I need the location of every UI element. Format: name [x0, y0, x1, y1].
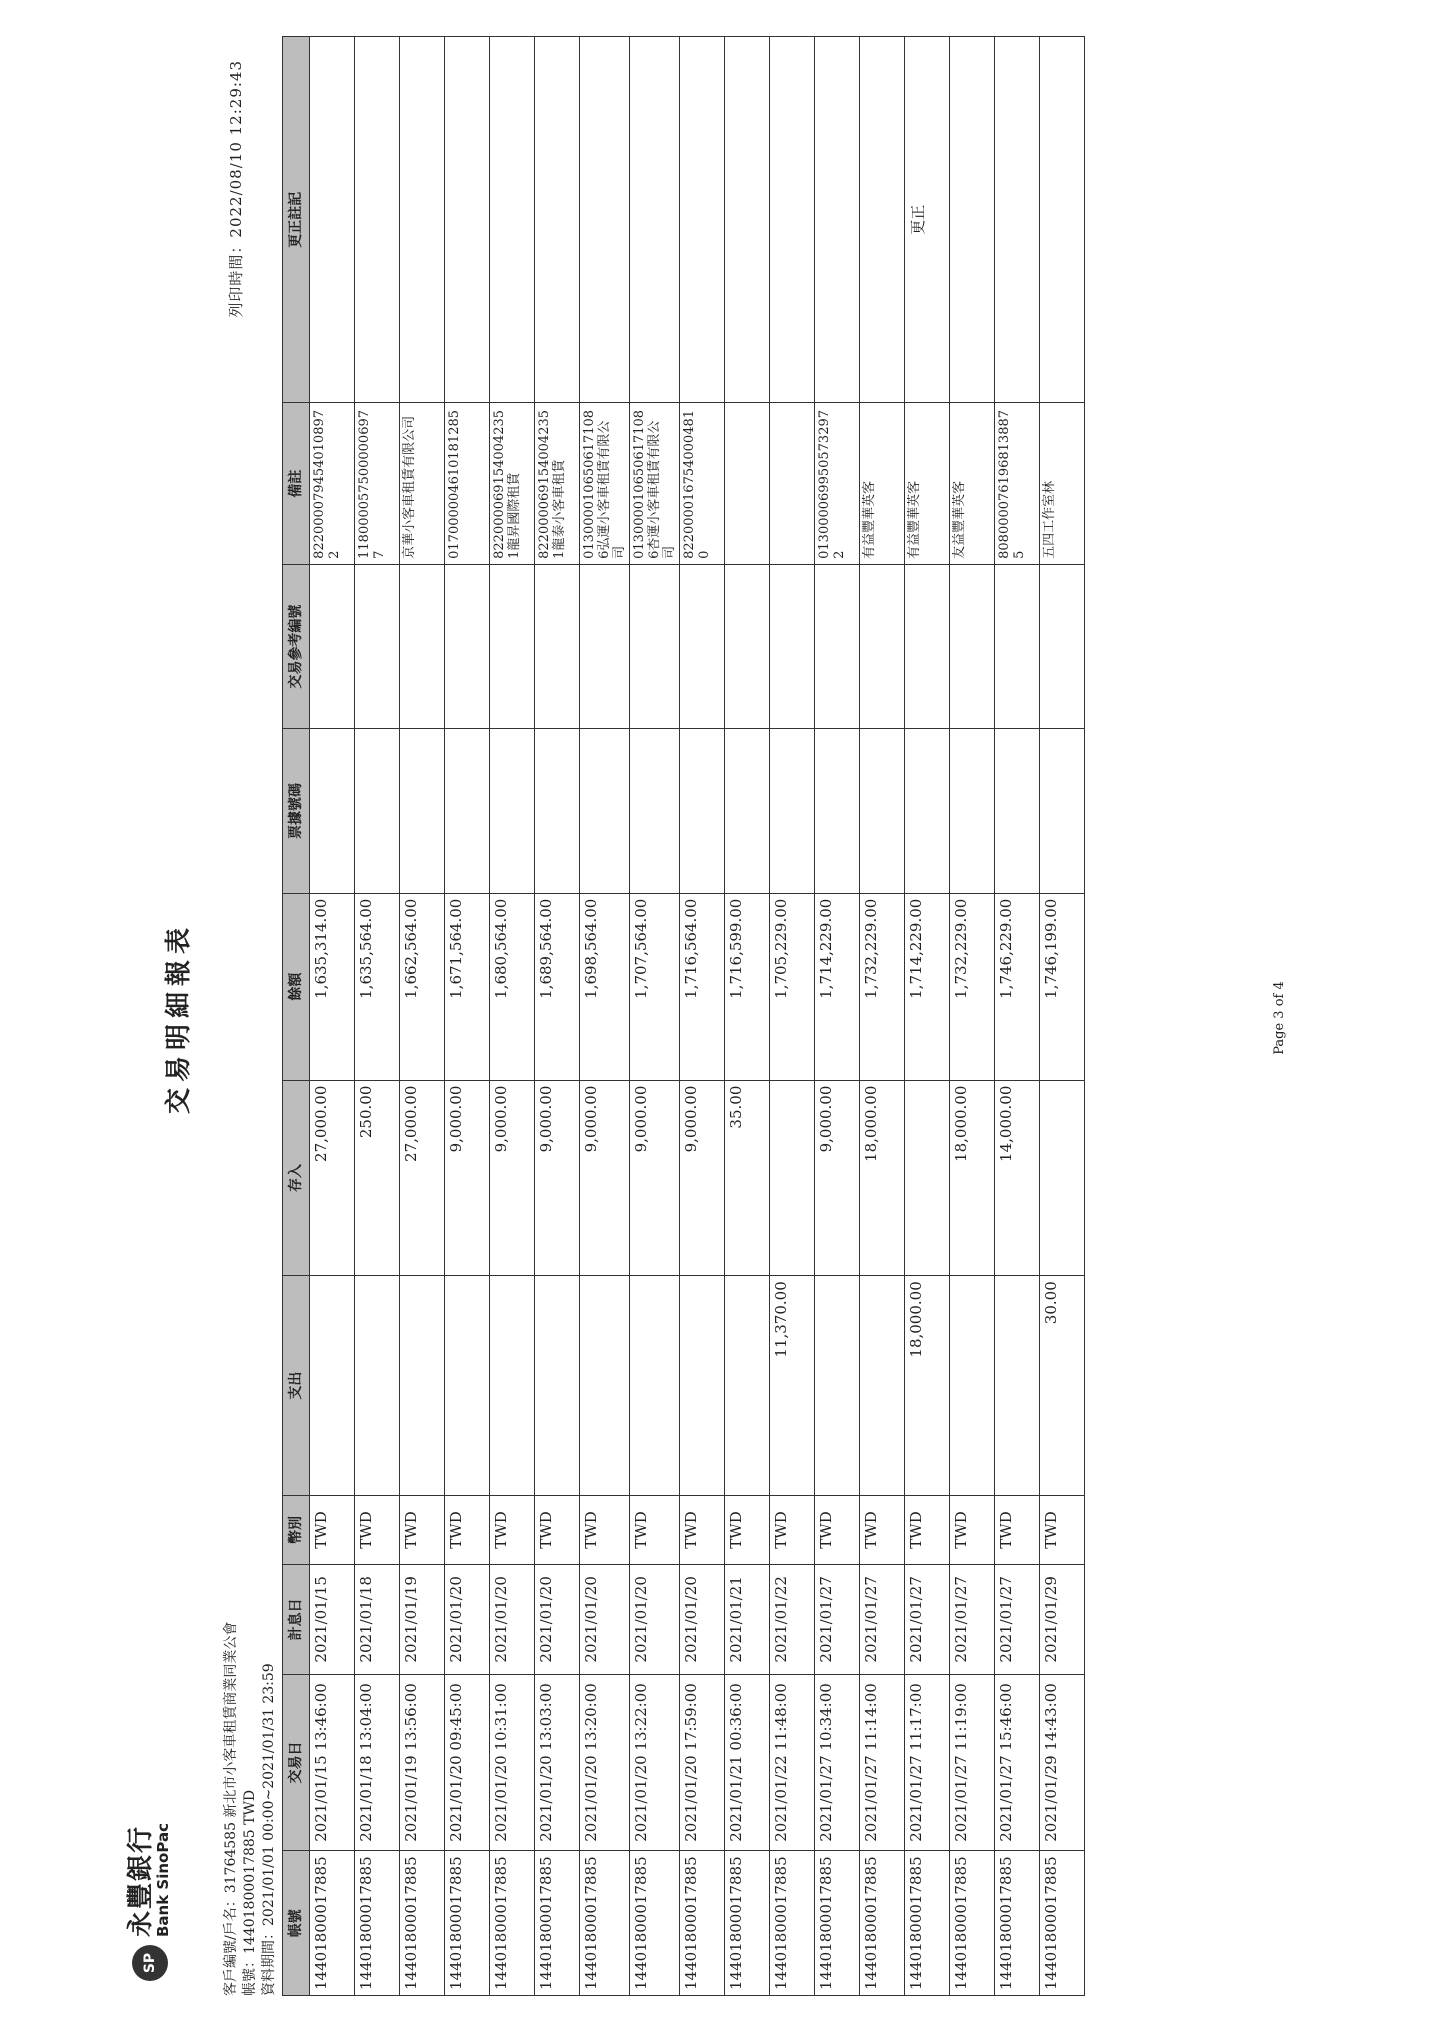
cell-currency: TWD	[950, 1495, 995, 1564]
cell-currency: TWD	[770, 1495, 815, 1564]
cell-ref	[770, 564, 815, 728]
cell-credit: 18,000.00	[860, 1080, 905, 1276]
cell-ref	[535, 564, 580, 728]
cell-account: 14401800017885	[770, 1851, 815, 1996]
cell-account: 14401800017885	[310, 1851, 355, 1996]
cell-debit	[725, 1276, 770, 1496]
table-row	[680, 37, 725, 1996]
cell-value-date: 2021/01/27	[905, 1565, 950, 1675]
table-row	[355, 37, 400, 1996]
col-header-account: 帳號	[283, 1851, 310, 1996]
cell-currency: TWD	[995, 1495, 1040, 1564]
cell-cheque	[445, 729, 490, 893]
cell-debit	[630, 1276, 680, 1496]
cell-cheque	[355, 729, 400, 893]
table-row	[770, 37, 815, 1996]
table-header-row	[283, 37, 310, 1996]
cell-ref	[860, 564, 905, 728]
cell-correction	[490, 37, 535, 403]
cell-cheque	[995, 729, 1040, 893]
cell-cheque	[535, 729, 580, 893]
cell-date: 2021/01/20 13:03:00	[535, 1674, 580, 1851]
cell-debit	[445, 1276, 490, 1496]
cell-currency: TWD	[580, 1495, 630, 1564]
cell-value-date: 2021/01/27	[815, 1565, 860, 1675]
cell-correction	[995, 37, 1040, 403]
period-info: 資料期間：2021/01/01 00:00~2021/01/31 23:59	[261, 1663, 277, 1996]
cell-debit	[355, 1276, 400, 1496]
cell-correction	[355, 37, 400, 403]
cell-balance: 1,732,229.00	[860, 893, 905, 1080]
cell-debit	[860, 1276, 905, 1496]
cell-date: 2021/01/27 11:14:00	[860, 1674, 905, 1851]
cell-value-date: 2021/01/29	[1040, 1565, 1085, 1675]
col-header-currency: 幣別	[283, 1495, 310, 1564]
cell-value-date: 2021/01/21	[725, 1565, 770, 1675]
cell-ref	[445, 564, 490, 728]
cell-account: 14401800017885	[725, 1851, 770, 1996]
cell-credit	[1040, 1080, 1085, 1276]
cell-value-date: 2021/01/20	[445, 1565, 490, 1675]
cell-credit: 9,000.00	[445, 1080, 490, 1276]
cell-remark: 822000079454010897 2	[310, 403, 355, 565]
cell-credit	[770, 1080, 815, 1276]
cell-ref	[815, 564, 860, 728]
cell-account: 14401800017885	[400, 1851, 445, 1996]
table-row	[860, 37, 905, 1996]
cell-correction	[630, 37, 680, 403]
cell-remark: 京華小客車租賃有限公司	[400, 403, 445, 565]
cell-remark: 有益豐華英客	[905, 403, 950, 565]
col-header-date: 交易日	[283, 1674, 310, 1851]
transaction-table	[282, 36, 1085, 1996]
page-number: Page 3 of 4	[1272, 981, 1287, 1055]
cell-date: 2021/01/15 13:46:00	[310, 1674, 355, 1851]
cell-balance: 1,732,229.00	[950, 893, 995, 1080]
cell-cheque	[310, 729, 355, 893]
bank-logo-icon: SP	[132, 1945, 168, 1981]
cell-currency: TWD	[1040, 1495, 1085, 1564]
print-time: 列印時間：2022/08/10 12:29:43	[227, 60, 245, 318]
cell-remark	[725, 403, 770, 565]
cell-balance: 1,635,314.00	[310, 893, 355, 1080]
cell-correction	[400, 37, 445, 403]
cell-date: 2021/01/22 11:48:00	[770, 1674, 815, 1851]
cell-remark: 822000016754000481 0	[680, 403, 725, 565]
cell-balance: 1,662,564.00	[400, 893, 445, 1080]
col-header-debit: 支出	[283, 1276, 310, 1496]
table-row	[905, 37, 950, 1996]
cell-currency: TWD	[680, 1495, 725, 1564]
table-row	[535, 37, 580, 1996]
cell-value-date: 2021/01/20	[680, 1565, 725, 1675]
cell-currency: TWD	[905, 1495, 950, 1564]
cell-value-date: 2021/01/15	[310, 1565, 355, 1675]
cell-date: 2021/01/29 14:43:00	[1040, 1674, 1085, 1851]
cell-ref	[490, 564, 535, 728]
cell-date: 2021/01/20 17:59:00	[680, 1674, 725, 1851]
col-header-credit: 存入	[283, 1080, 310, 1276]
table-row	[1040, 37, 1085, 1996]
cell-credit: 9,000.00	[815, 1080, 860, 1276]
cell-credit: 9,000.00	[680, 1080, 725, 1276]
cell-date: 2021/01/20 13:22:00	[630, 1674, 680, 1851]
col-header-correction: 更正註記	[283, 37, 310, 403]
cell-ref	[400, 564, 445, 728]
cell-value-date: 2021/01/18	[355, 1565, 400, 1675]
cell-ref	[680, 564, 725, 728]
cell-account: 14401800017885	[445, 1851, 490, 1996]
cell-date: 2021/01/20 10:31:00	[490, 1674, 535, 1851]
cell-balance: 1,716,599.00	[725, 893, 770, 1080]
cell-debit	[535, 1276, 580, 1496]
cell-debit	[490, 1276, 535, 1496]
cell-credit: 9,000.00	[630, 1080, 680, 1276]
cell-remark: 五四工作室林	[1040, 403, 1085, 565]
cell-balance: 1,746,199.00	[1040, 893, 1085, 1080]
cell-value-date: 2021/01/27	[860, 1565, 905, 1675]
cell-ref	[950, 564, 995, 728]
cell-credit: 9,000.00	[535, 1080, 580, 1276]
cell-correction: 更正	[905, 37, 950, 403]
cell-account: 14401800017885	[815, 1851, 860, 1996]
cell-ref	[355, 564, 400, 728]
cell-account: 14401800017885	[630, 1851, 680, 1996]
cell-debit	[995, 1276, 1040, 1496]
cell-cheque	[950, 729, 995, 893]
col-header-value-date: 計息日	[283, 1565, 310, 1675]
col-header-cheque: 票據號碼	[283, 729, 310, 893]
cell-remark: 013000069950573297 2	[815, 403, 860, 565]
cell-account: 14401800017885	[535, 1851, 580, 1996]
cell-account: 14401800017885	[905, 1851, 950, 1996]
cell-account: 14401800017885	[1040, 1851, 1085, 1996]
cell-ref	[580, 564, 630, 728]
cell-date: 2021/01/27 11:17:00	[905, 1674, 950, 1851]
cell-currency: TWD	[725, 1495, 770, 1564]
cell-value-date: 2021/01/20	[490, 1565, 535, 1675]
cell-correction	[725, 37, 770, 403]
cell-balance: 1,716,564.00	[680, 893, 725, 1080]
cell-remark: 017000004610181285	[445, 403, 490, 565]
cell-date: 2021/01/18 13:04:00	[355, 1674, 400, 1851]
col-header-remark: 備註	[283, 403, 310, 565]
customer-info: 客戶編號/戶名：31764585 新北市小客車租賃商業同業公會	[223, 1621, 239, 1996]
cell-remark: 808000076196813887 5	[995, 403, 1040, 565]
bank-name-en: Bank SinoPac	[154, 1823, 172, 1937]
cell-currency: TWD	[630, 1495, 680, 1564]
cell-remark: 822000069154004235 1龍泰小客車租賃	[535, 403, 580, 565]
cell-credit: 27,000.00	[310, 1080, 355, 1276]
cell-value-date: 2021/01/22	[770, 1565, 815, 1675]
cell-value-date: 2021/01/27	[950, 1565, 995, 1675]
cell-currency: TWD	[860, 1495, 905, 1564]
account-info: 帳號：14401800017885 TWD	[242, 1789, 258, 1996]
cell-remark: 013000010650617108 6杏運小客車租賃有限公司	[630, 403, 680, 565]
cell-debit	[815, 1276, 860, 1496]
cell-credit: 250.00	[355, 1080, 400, 1276]
transaction-rows	[310, 37, 1085, 1996]
cell-correction	[535, 37, 580, 403]
cell-account: 14401800017885	[995, 1851, 1040, 1996]
cell-correction	[770, 37, 815, 403]
cell-correction	[1040, 37, 1085, 403]
cell-balance: 1,680,564.00	[490, 893, 535, 1080]
cell-remark	[770, 403, 815, 565]
cell-balance: 1,671,564.00	[445, 893, 490, 1080]
table-row	[995, 37, 1040, 1996]
cell-ref	[630, 564, 680, 728]
cell-ref	[995, 564, 1040, 728]
cell-debit	[950, 1276, 995, 1496]
cell-remark: 有益豐華英客	[860, 403, 905, 565]
cell-debit	[310, 1276, 355, 1496]
cell-date: 2021/01/20 13:20:00	[580, 1674, 630, 1851]
cell-correction	[815, 37, 860, 403]
cell-currency: TWD	[355, 1495, 400, 1564]
table-row	[580, 37, 630, 1996]
cell-credit	[905, 1080, 950, 1276]
cell-value-date: 2021/01/20	[535, 1565, 580, 1675]
cell-cheque	[770, 729, 815, 893]
cell-credit: 9,000.00	[580, 1080, 630, 1276]
col-header-ref: 交易參考編號	[283, 564, 310, 728]
cell-value-date: 2021/01/20	[580, 1565, 630, 1675]
cell-cheque	[860, 729, 905, 893]
cell-correction	[445, 37, 490, 403]
table-row	[445, 37, 490, 1996]
report-title: 交易明細報表	[164, 922, 194, 1115]
cell-currency: TWD	[400, 1495, 445, 1564]
cell-debit	[580, 1276, 630, 1496]
table-row	[950, 37, 995, 1996]
cell-value-date: 2021/01/27	[995, 1565, 1040, 1675]
cell-date: 2021/01/27 11:19:00	[950, 1674, 995, 1851]
table-row	[310, 37, 355, 1996]
cell-debit: 11,370.00	[770, 1276, 815, 1496]
cell-ref	[1040, 564, 1085, 728]
cell-credit: 14,000.00	[995, 1080, 1040, 1276]
cell-remark: 118000057500000697 7	[355, 403, 400, 565]
cell-account: 14401800017885	[860, 1851, 905, 1996]
cell-ref	[725, 564, 770, 728]
cell-remark: 013000010650617108 6弘運小客車租賃有限公司	[580, 403, 630, 565]
cell-debit: 18,000.00	[905, 1276, 950, 1496]
cell-ref	[310, 564, 355, 728]
cell-balance: 1,707,564.00	[630, 893, 680, 1080]
cell-debit	[680, 1276, 725, 1496]
table-row	[815, 37, 860, 1996]
cell-date: 2021/01/21 00:36:00	[725, 1674, 770, 1851]
cell-credit: 35.00	[725, 1080, 770, 1276]
cell-balance: 1,635,564.00	[355, 893, 400, 1080]
cell-correction	[860, 37, 905, 403]
cell-correction	[580, 37, 630, 403]
cell-account: 14401800017885	[680, 1851, 725, 1996]
cell-currency: TWD	[310, 1495, 355, 1564]
cell-cheque	[580, 729, 630, 893]
cell-cheque	[630, 729, 680, 893]
cell-correction	[680, 37, 725, 403]
cell-remark: 822000069154004235 1龍昇國際租賃	[490, 403, 535, 565]
table-row	[725, 37, 770, 1996]
cell-credit: 27,000.00	[400, 1080, 445, 1276]
cell-cheque	[490, 729, 535, 893]
cell-cheque	[1040, 729, 1085, 893]
cell-cheque	[815, 729, 860, 893]
cell-credit: 18,000.00	[950, 1080, 995, 1276]
cell-balance: 1,746,229.00	[995, 893, 1040, 1080]
cell-cheque	[905, 729, 950, 893]
cell-account: 14401800017885	[355, 1851, 400, 1996]
cell-date: 2021/01/27 10:34:00	[815, 1674, 860, 1851]
cell-date: 2021/01/19 13:56:00	[400, 1674, 445, 1851]
cell-balance: 1,698,564.00	[580, 893, 630, 1080]
cell-balance: 1,689,564.00	[535, 893, 580, 1080]
cell-account: 14401800017885	[490, 1851, 535, 1996]
table-row	[400, 37, 445, 1996]
cell-balance: 1,714,229.00	[905, 893, 950, 1080]
cell-balance: 1,705,229.00	[770, 893, 815, 1080]
cell-date: 2021/01/27 15:46:00	[995, 1674, 1040, 1851]
statement-meta	[222, 1622, 279, 1996]
cell-balance: 1,714,229.00	[815, 893, 860, 1080]
cell-ref	[905, 564, 950, 728]
cell-remark: 友益豐華英客	[950, 403, 995, 565]
cell-credit: 9,000.00	[490, 1080, 535, 1276]
cell-account: 14401800017885	[950, 1851, 995, 1996]
cell-value-date: 2021/01/20	[630, 1565, 680, 1675]
cell-debit: 30.00	[1040, 1276, 1085, 1496]
col-header-balance: 餘額	[283, 893, 310, 1080]
cell-date: 2021/01/20 09:45:00	[445, 1674, 490, 1851]
cell-currency: TWD	[535, 1495, 580, 1564]
cell-value-date: 2021/01/19	[400, 1565, 445, 1675]
cell-currency: TWD	[445, 1495, 490, 1564]
table-row	[630, 37, 680, 1996]
cell-cheque	[400, 729, 445, 893]
cell-cheque	[680, 729, 725, 893]
cell-currency: TWD	[490, 1495, 535, 1564]
cell-debit	[400, 1276, 445, 1496]
bank-name-cn: 永豐銀行	[126, 1824, 156, 1937]
cell-correction	[310, 37, 355, 403]
table-row	[490, 37, 535, 1996]
cell-cheque	[725, 729, 770, 893]
cell-account: 14401800017885	[580, 1851, 630, 1996]
cell-correction	[950, 37, 995, 403]
cell-currency: TWD	[815, 1495, 860, 1564]
